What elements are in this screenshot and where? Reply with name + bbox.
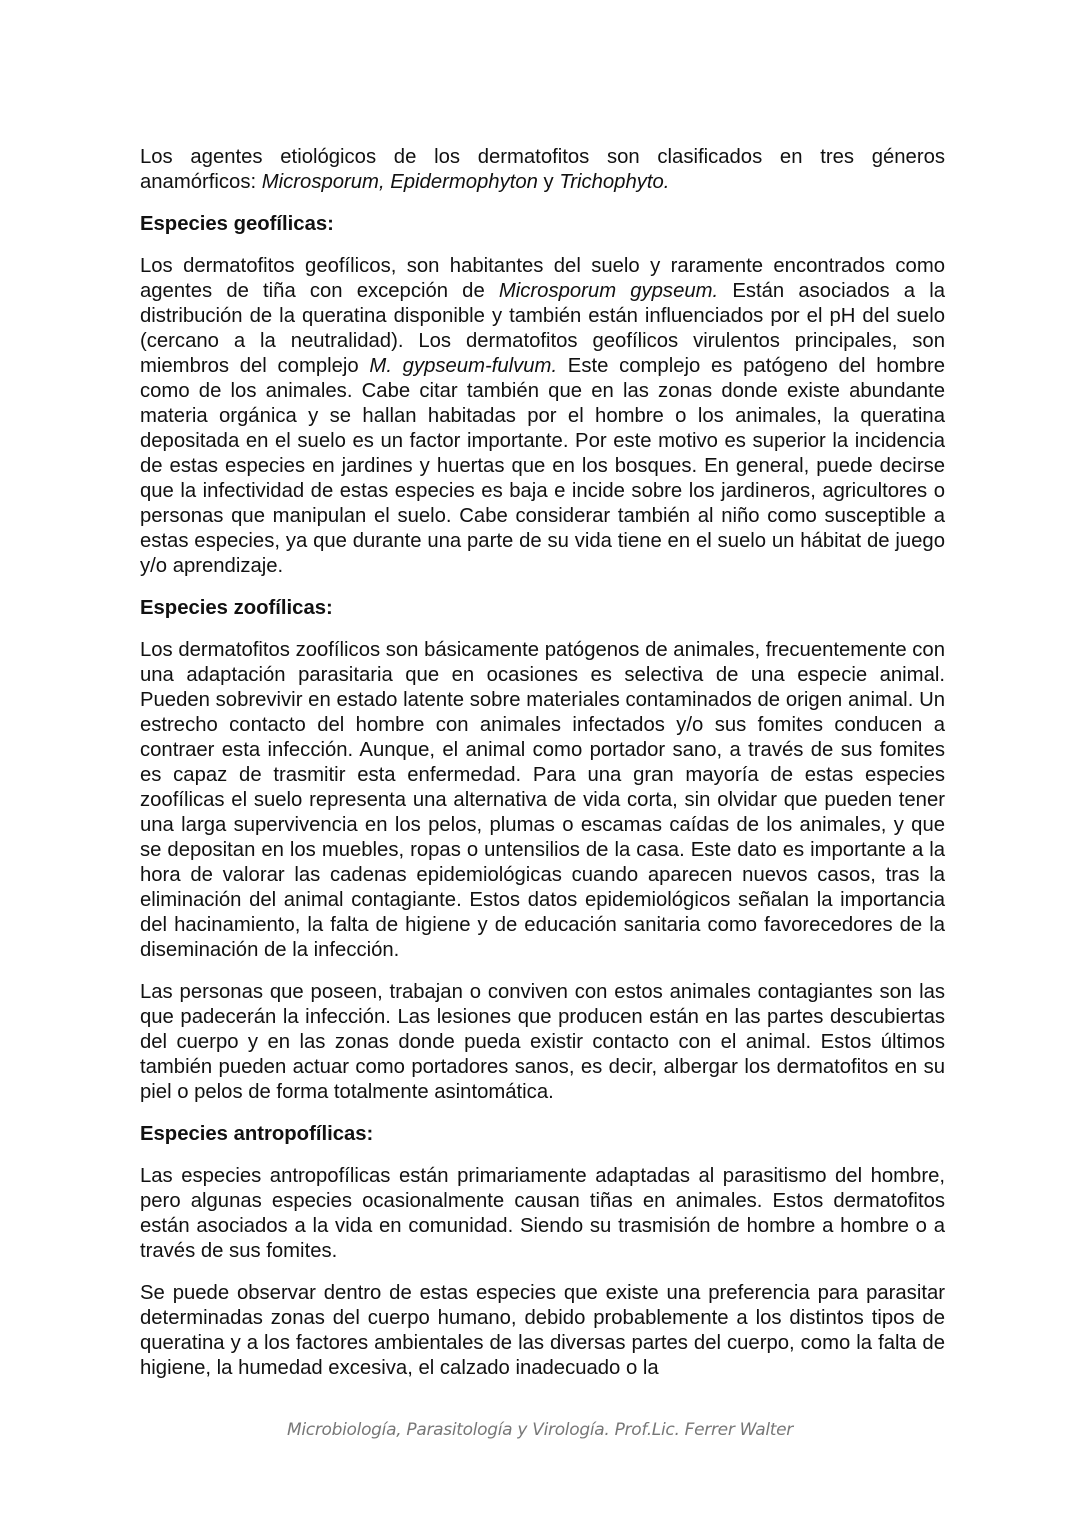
heading-antropofilicas: Especies antropofílicas: (140, 1123, 374, 1145)
species-microsporum-gypseum: Microsporum gypseum. (498, 280, 719, 302)
geofilicas-text-a: Los dermatofitos geofílicos, son habitantes del suelo y raramente encontrados como agentes de tiña con excepción de (140, 255, 945, 302)
antropofilicas-paragraph-2: Se puede observar dentro de estas especies que existe una preferencia para parasitar determinadas zonas del cuerpo humano, debido probablemente a los distintos tipos de queratina y a los factores ambientales de las diversas partes del cuerpo, como la falta de higiene, la humedad excesiva, el calzado inadecuado o la (140, 1282, 945, 1379)
geofilicas-paragraph (140, 254, 945, 579)
zoofilicas-paragraph-2: Las personas que poseen, trabajan o conviven con estos animales contagiantes son las que padecerán la infección. Las lesiones que producen están en las partes descubiertas del cuerpo y en las zonas donde pueda existir contacto con el animal. Estos últimos también pueden actuar como portadores sanos, es decir, albergar los dermatofitos en su piel o pelos de forma totalmente asintomática. (140, 981, 945, 1103)
antropofilicas-paragraph-1: Las especies antropofílicas están primariamente adaptadas al parasitismo del hombre, pero algunas especies ocasionalmente causan tiñas en animales. Estos dermatofitos están asociados a la vida en comunidad. Siendo su trasmisión de hombre a hombre o a través de sus fomites. (140, 1165, 945, 1262)
heading-zoofilicas: Especies zoofílicas: (140, 597, 333, 619)
page-footer: Microbiología, Parasitología y Virología. Prof.Lic. Ferrer Walter (287, 1420, 793, 1440)
intro-conjunction: y (537, 171, 560, 193)
complex-gypseum-fulvum: M. gypseum-fulvum. (369, 355, 558, 377)
geofilicas-text-c: Este complejo es patógeno del hombre como de los animales. Cabe citar también que en las zonas donde existe abundante materia orgánica y se hallan habitadas por el hombre o los animales, la queratina depositada en el suelo es un factor importante. Por este motivo es superior la incidencia de estas especies en jardines y huertas que en los bosques. En general, puede decirse que la infectividad de estas especies es baja e incide sobre los jardineros, agricultores o personas que manipulan el suelo. Cabe considerar también al niño como susceptible a estas especies, ya que durante una parte de su vida tiene en el suelo un hábitat de juego y/o aprendizaje. (140, 355, 945, 577)
intro-paragraph (140, 145, 945, 195)
document-page (140, 145, 945, 1381)
heading-geofilicas: Especies geofílicas: (140, 213, 334, 235)
genus-names: Microsporum, Epidermophyton (261, 171, 538, 193)
genus-name-trichophyto: Trichophyto. (559, 171, 670, 193)
geofilicas-text-b: Están asociados a la distribución de la queratina disponible y también están influenciados por el pH del suelo (cercano a la neutralidad). Los dermatofitos geofílicos virulentos principales, son miembros del complejo (140, 280, 946, 377)
intro-text: Los agentes etiológicos de los dermatofitos son clasificados en tres géneros anamórficos: (140, 146, 945, 193)
zoofilicas-paragraph-1: Los dermatofitos zoofílicos son básicamente patógenos de animales, frecuentemente con una adaptación parasitaria que en ocasiones es selectiva de una especie animal. Pueden sobrevivir en estado latente sobre materiales contaminados de origen animal. Un estrecho contacto del hombre con animales infectados y/o sus fomites conducen a contraer esta infección. Aunque, el animal como portador sano, a través de sus fomites es capaz de trasmitir esta enfermedad. Para una gran mayoría de estas especies zoofílicas el suelo representa una alternativa de vida corta, sin olvidar que pueden tener una larga supervivencia en los pelos, plumas o escamas caídas de los animales, y que se depositan en los muebles, ropas o untensilios de la casa. Este dato es importante a la hora de valorar las cadenas epidemiológicas cuando aparecen nuevos casos, tras la eliminación del animal contagiante. Estos datos epidemiológicos señalan la importancia del hacinamiento, la falta de higiene y de educación sanitaria como favorecedores de la diseminación de la infección. (140, 639, 945, 961)
